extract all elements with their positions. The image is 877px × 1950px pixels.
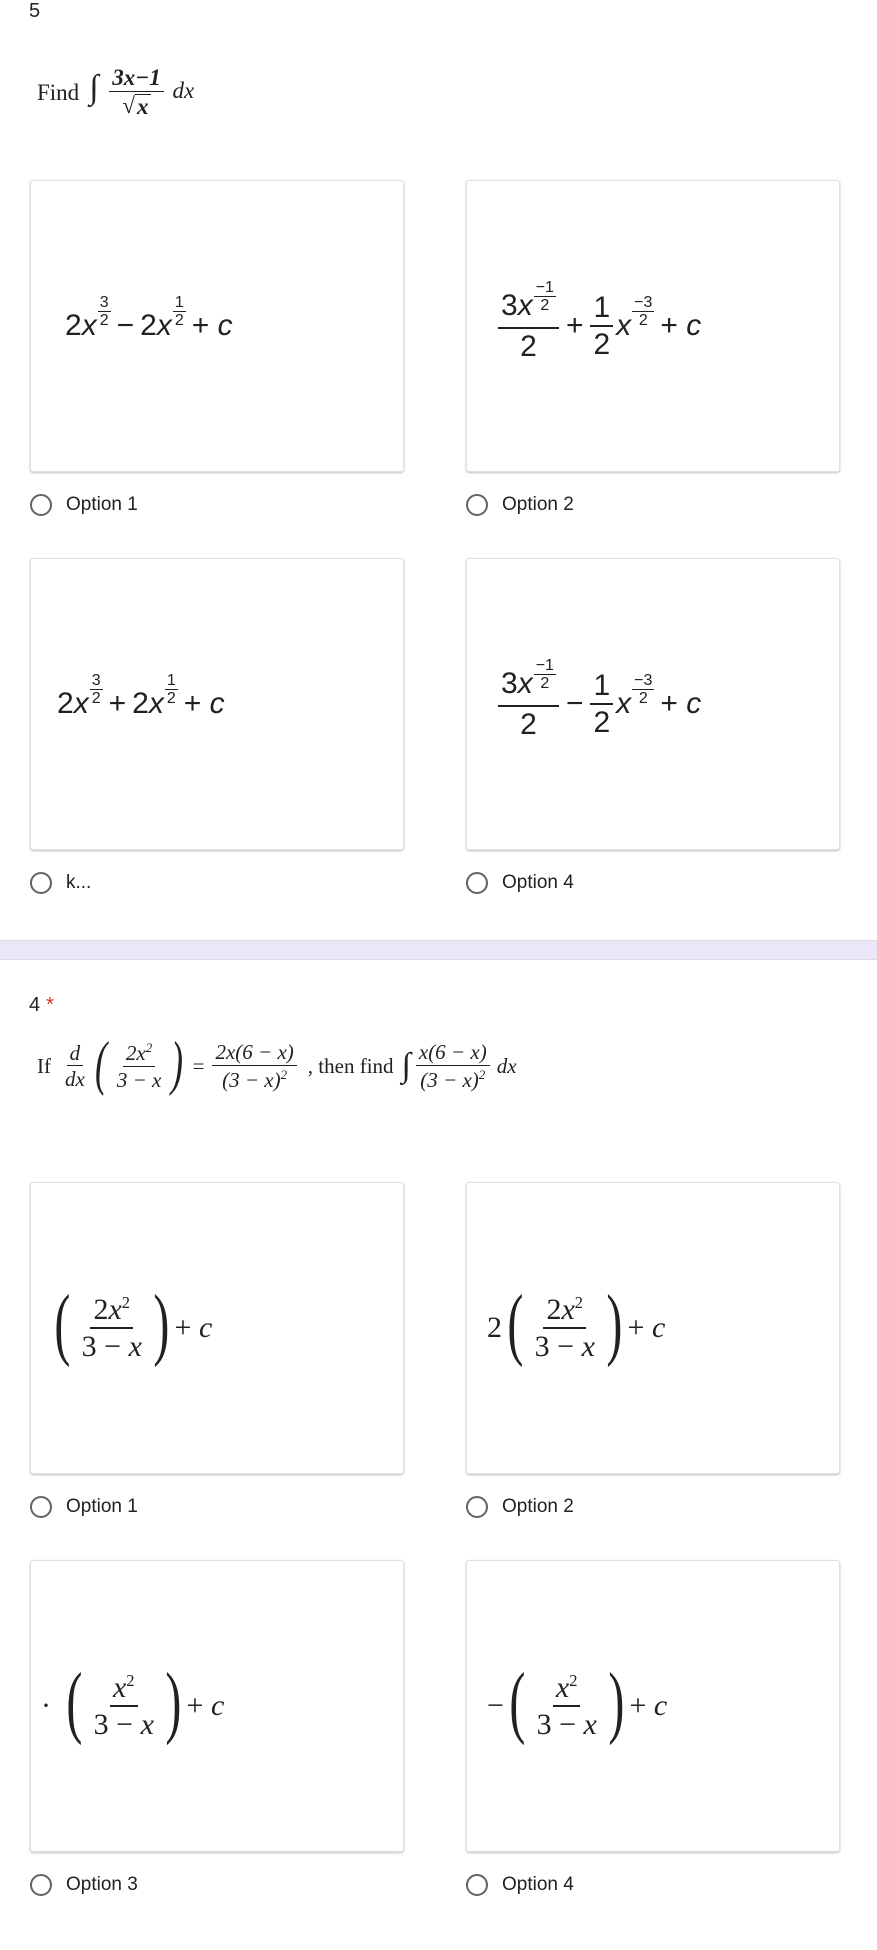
prompt-if-word: If	[37, 1053, 51, 1078]
radio-unchecked-icon[interactable]	[30, 872, 52, 894]
option-expression-3: · ( $\frac{x^2}{3 - x}$ ) + c	[41, 1658, 225, 1746]
radio-unchecked-icon[interactable]	[30, 1874, 52, 1896]
prompt-dx: dx	[172, 77, 195, 103]
option-label-2: Option 2	[502, 1496, 574, 1517]
integral-sign: ∫	[89, 68, 99, 106]
radio-unchecked-icon[interactable]	[466, 1874, 488, 1896]
option-image-1[interactable]	[30, 1182, 404, 1474]
option-radio-2[interactable]	[466, 494, 574, 516]
integrand-denominator: x	[137, 94, 149, 120]
section-divider	[0, 940, 877, 960]
option-label-1: Option 1	[66, 494, 138, 515]
option-radio-3[interactable]	[30, 872, 91, 894]
option-radio-1[interactable]	[30, 1496, 138, 1518]
option-image-3[interactable]	[30, 1560, 404, 1852]
option-expression-1: 2x 3 2 − 2x 1 2 + c	[65, 294, 233, 342]
question-number-text: 4	[29, 994, 41, 1016]
radio-unchecked-icon[interactable]	[466, 1496, 488, 1518]
prompt-then-find: , then find	[307, 1053, 394, 1078]
option-label-1: Option 1	[66, 1496, 138, 1517]
option-label-4: Option 4	[502, 1874, 574, 1895]
question-card-5	[0, 0, 877, 940]
sqrt-sign: √	[122, 93, 136, 119]
option-radio-3[interactable]	[30, 1874, 138, 1896]
option-image-1[interactable]	[30, 180, 404, 472]
integral-sign: ∫	[401, 1047, 411, 1084]
option-image-3[interactable]	[30, 558, 404, 850]
option-label-3: Option 3	[66, 1874, 138, 1895]
option-expression-3: 2x 3 2 + 2x 1 2 + c	[57, 672, 225, 720]
option-radio-4[interactable]	[466, 1874, 574, 1896]
option-radio-2[interactable]	[466, 1496, 574, 1518]
required-star: *	[46, 994, 54, 1016]
prompt-find-word: Find	[37, 79, 80, 105]
option-expression-4: 3x $\frac{-1}{2}$ 2 − $\frac{1}{2}$ x −3 2 + c	[467, 559, 839, 849]
prompt-dx: dx	[496, 1053, 517, 1078]
option-radio-1[interactable]	[30, 494, 138, 516]
radio-unchecked-icon[interactable]	[30, 1496, 52, 1518]
question-prompt	[37, 66, 194, 119]
prompt-derivative: $\frac{d}{dx}$ ( $\frac{2x^2}{3 - x}$ ) = $\frac{2x(6 - x)}{(3 - x)^2}$	[59, 1036, 300, 1096]
option-radio-4[interactable]	[466, 872, 574, 894]
option-expression-1: ( $\frac{2x^2}{3 - x}$ ) + c	[54, 1280, 213, 1368]
option-label-2: Option 2	[502, 494, 574, 515]
option-image-2[interactable]	[466, 1182, 840, 1474]
question-prompt	[37, 1030, 517, 1096]
prompt-integral: ∫ $\frac{x(6 - x)}{(3 - x)^2}$ dx	[401, 1040, 517, 1092]
option-expression-2: 2 ( $\frac{2x^2}{3 - x}$ ) + c	[487, 1280, 666, 1368]
option-label-4: Option 4	[502, 872, 574, 893]
option-expression-4: − ( $\frac{x^2}{3 - x}$ ) + c	[487, 1658, 668, 1746]
option-expression-2: 3x $\frac{-1}{2}$ 2 + $\frac{1}{2}$ x −3 2 + c	[467, 181, 839, 471]
integrand-numerator: 3x−1	[109, 66, 163, 92]
question-number: 5	[29, 0, 41, 22]
question-card-4	[0, 960, 877, 1950]
radio-unchecked-icon[interactable]	[466, 494, 488, 516]
radio-unchecked-icon[interactable]	[30, 494, 52, 516]
question-number	[29, 994, 54, 1017]
radio-unchecked-icon[interactable]	[466, 872, 488, 894]
prompt-integral	[89, 66, 194, 119]
option-label-3: k...	[66, 872, 92, 893]
option-image-4[interactable]	[466, 1560, 840, 1852]
option-image-4[interactable]	[466, 558, 840, 850]
option-image-2[interactable]	[466, 180, 840, 472]
